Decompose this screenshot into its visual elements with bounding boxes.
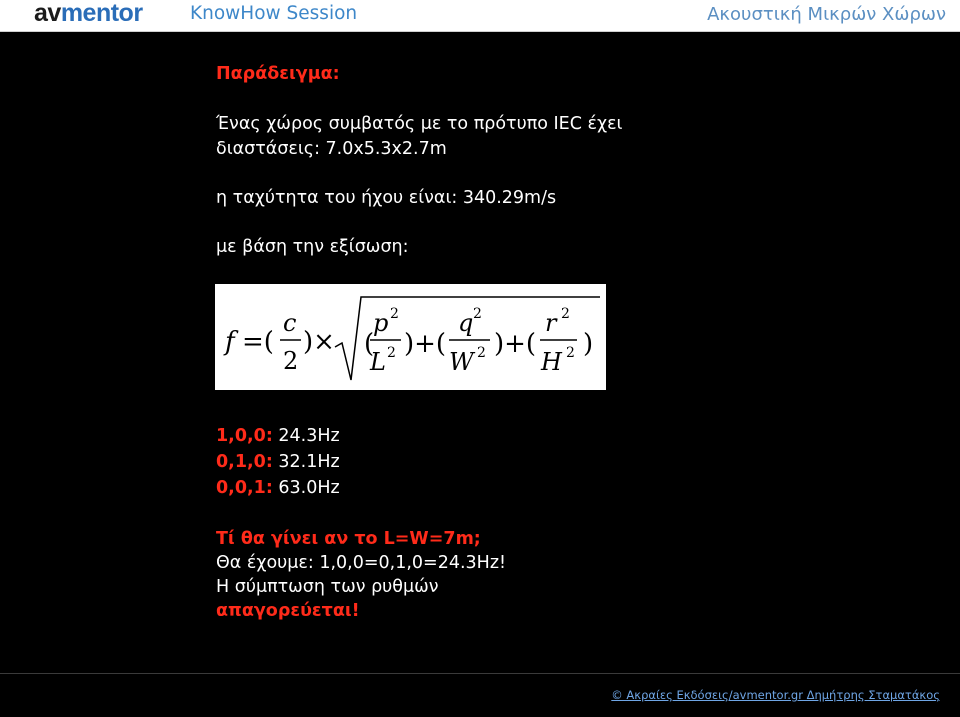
- formula-r: r: [545, 309, 557, 337]
- copyright-link[interactable]: © Ακραίες Εκδόσεις/avmentor.gr Δημήτρης Σταματάκος: [611, 688, 940, 702]
- formula-plus-open-2: )+(: [494, 329, 537, 359]
- equation-intro: με βάση την εξίσωση:: [216, 237, 409, 257]
- formula-sup-H: 2: [566, 345, 575, 361]
- mode-label: 0,1,0:: [216, 452, 273, 472]
- formula-p: p: [373, 309, 389, 337]
- formula-H: H: [541, 348, 562, 376]
- formula-c: c: [283, 309, 297, 337]
- formula-two: 2: [283, 347, 299, 375]
- formula-W: W: [449, 348, 474, 376]
- formula-open: (: [364, 329, 375, 359]
- answer-line1: Θα έχουμε: 1,0,0=0,1,0=24.3Hz!: [216, 553, 507, 573]
- mode-row: [216, 449, 340, 475]
- formula-close-times: )×: [303, 327, 335, 357]
- answer-line2: Η σύμπτωση των ρυθμών: [216, 577, 439, 597]
- room-description-line2: διαστάσεις: 7.0x5.3x2.7m: [216, 139, 447, 159]
- mode-row: [216, 475, 340, 501]
- formula-eq: =(: [242, 327, 274, 357]
- formula-f: f: [225, 327, 235, 357]
- mode-frequency-formula: [215, 284, 606, 390]
- formula-sup-q: 2: [473, 306, 482, 322]
- mode-value: 32.1Hz: [272, 452, 340, 472]
- mode-label: 0,0,1:: [216, 478, 273, 498]
- question-block: [216, 527, 506, 623]
- mode-value: 63.0Hz: [272, 478, 340, 498]
- room-description-line1: Ένας χώρος συμβατός με το πρότυπο IEC έχει: [216, 114, 623, 134]
- mode-label: 1,0,0:: [216, 426, 273, 446]
- formula-sup-r: 2: [561, 306, 570, 322]
- formula-L: L: [370, 348, 386, 376]
- formula-plus-open-1: )+(: [404, 329, 447, 359]
- header-bar: [0, 0, 960, 32]
- formula-sup-L: 2: [387, 345, 396, 361]
- footer-divider: [0, 673, 960, 674]
- question-text: Τί θα γίνει αν το L=W=7m;: [216, 529, 481, 549]
- session-title: KnowHow Session: [190, 3, 358, 24]
- mode-value: 24.3Hz: [272, 426, 340, 446]
- formula-sup-W: 2: [477, 345, 486, 361]
- formula-q: q: [458, 309, 474, 337]
- formula-image: [215, 284, 606, 390]
- mode-results: [216, 423, 340, 501]
- formula-close: ): [583, 329, 594, 359]
- mode-row: [216, 423, 340, 449]
- avmentor-logo[interactable]: avmentor: [34, 0, 143, 27]
- course-title: Ακουστική Μικρών Χώρων: [707, 4, 946, 25]
- formula-sup-p: 2: [390, 306, 399, 322]
- speed-of-sound: η ταχύτητα του ήχου είναι: 340.29m/s: [216, 188, 557, 208]
- slide-body: [216, 62, 622, 260]
- answer-line3: απαγορεύεται!: [216, 601, 360, 621]
- example-heading: Παράδειγμα:: [216, 64, 340, 84]
